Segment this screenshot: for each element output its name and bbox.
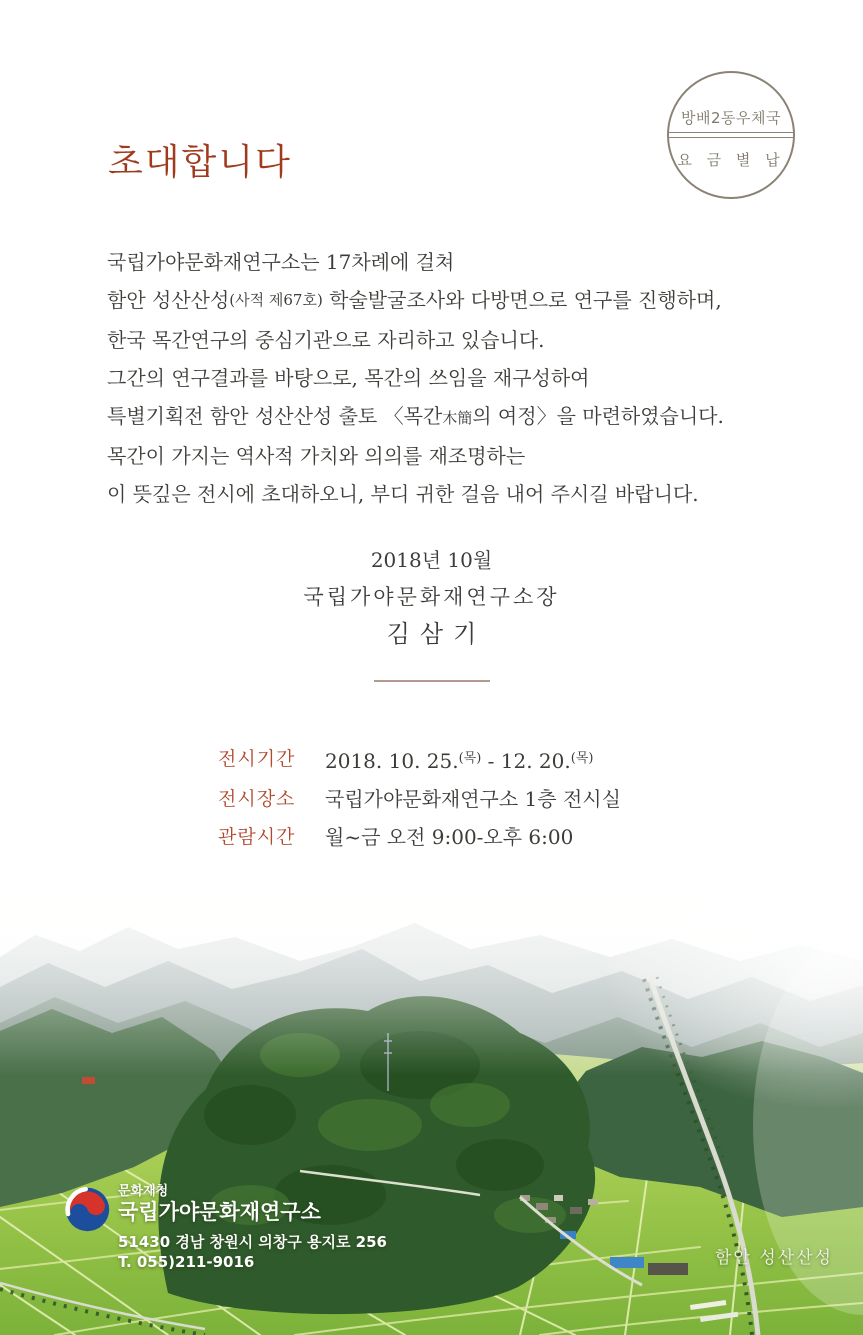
body-text-segment: 국립가야문화재연구소는 17차례에 걸쳐 — [107, 250, 455, 274]
institute-logo-texts — [118, 1184, 484, 1272]
signature-date: 2018년 10월 — [370, 548, 493, 572]
info-label: 전시장소 — [218, 788, 296, 810]
invitation-body — [107, 243, 827, 513]
body-text-segment: 목간이 가지는 역사적 가치와 의의를 재조명하는 — [107, 444, 526, 468]
exhibition-info — [218, 740, 621, 856]
body-line — [107, 475, 827, 513]
postage-paid-stamp — [667, 71, 795, 199]
body-text-segment: 학술발굴조사와 다방면으로 연구를 진행하며, — [322, 288, 722, 312]
body-text-segment: 이 뜻깊은 전시에 초대하오니, 부디 귀한 걸음 내어 주시길 바랍니다. — [107, 482, 699, 506]
weekday-superscript: (목) — [458, 751, 482, 766]
body-line — [107, 397, 827, 437]
stamp-postage-paid-label: 요 금 별 납 — [677, 151, 785, 169]
institute-logo-block — [64, 1184, 484, 1272]
body-line — [107, 359, 827, 397]
photo-caption: 함안 성산산성 — [715, 1248, 833, 1268]
stamp-rule — [669, 137, 793, 138]
info-value: 월~금 오전 9:00-오후 6:00 — [325, 825, 574, 849]
body-text-segment: 함안 성산산성 — [107, 288, 230, 312]
body-line — [107, 243, 827, 281]
info-value: 국립가야문화재연구소 1층 전시실 — [325, 787, 621, 811]
government-emblem-icon — [64, 1186, 111, 1233]
aerial-photo — [0, 865, 863, 1335]
signature-org: 국립가야문화재연구소장 — [303, 585, 560, 609]
agency-name: 문화재청 — [118, 1184, 169, 1199]
body-text-segment: 한국 목간연구의 중심기관으로 자리하고 있습니다. — [107, 328, 545, 352]
info-row-venue — [218, 780, 621, 818]
signature-name: 김삼기 — [386, 620, 487, 648]
signature-block — [0, 542, 863, 653]
institute-phone: T. 055)211-9016 — [118, 1253, 255, 1271]
date-text: 2018. 10. 25. — [325, 749, 459, 773]
info-value — [325, 740, 593, 780]
body-text-small-segment: (사적 제67호) — [229, 291, 323, 309]
body-text-hanja-segment: 木簡 — [442, 409, 473, 427]
weekday-superscript: (목) — [570, 751, 594, 766]
institute-name: 국립가야문화재연구소 — [118, 1200, 321, 1224]
stamp-post-office: 방배2동우체국 — [681, 109, 781, 127]
body-line — [107, 321, 827, 359]
info-label: 전시기간 — [218, 748, 296, 770]
stamp-rule — [669, 132, 793, 133]
body-line — [107, 281, 827, 321]
body-line — [107, 437, 827, 475]
page-title: 초대합니다 — [108, 142, 292, 183]
institute-address: 51430 경남 창원시 의창구 용지로 256 — [118, 1233, 387, 1251]
section-divider — [374, 680, 490, 682]
date-text: - 12. 20. — [481, 749, 571, 773]
info-row-period — [218, 740, 621, 780]
body-text-segment: 특별기획전 함안 성산산성 출토 〈목간 — [107, 404, 443, 428]
info-row-hours — [218, 818, 621, 856]
body-text-segment: 의 여정〉을 마련하였습니다. — [472, 404, 724, 428]
body-text-segment: 그간의 연구결과를 바탕으로, 목간의 쓰임을 재구성하여 — [107, 366, 590, 390]
info-label: 관람시간 — [218, 826, 296, 848]
